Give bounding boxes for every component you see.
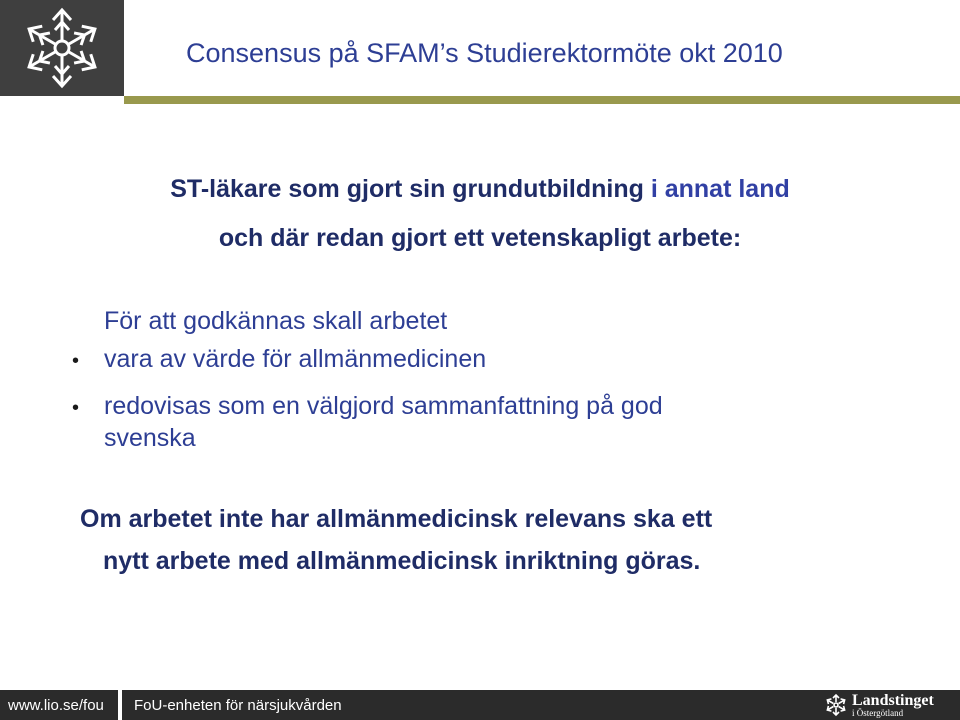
brand-subtitle: i Östergötland: [852, 708, 904, 718]
title-divider: [124, 96, 960, 104]
footer-separator: [118, 690, 122, 720]
bullet-marker: •: [72, 397, 80, 419]
closing-line-1: Om arbetet inte har allmänmedicinsk relevans ska ett: [80, 505, 713, 533]
heading-line-2: och där redan gjort ett vetenskapligt arbete:: [218, 224, 742, 252]
bullet-item: vara av värde för allmänmedicinen: [104, 345, 487, 373]
bullet-marker: •: [72, 350, 80, 372]
bullet-continuation: svenska: [104, 424, 196, 452]
brand-name: Landstinget: [852, 692, 934, 709]
heading-line-1: [0, 175, 960, 204]
footer-url-link[interactable]: www.lio.se/fou: [8, 697, 104, 714]
footer-org-name: FoU-enheten för närsjukvården: [134, 697, 342, 714]
heading-highlight: i annat land: [650, 175, 790, 203]
header-logo: [0, 0, 124, 96]
snowflake-logo-icon: [10, 2, 114, 94]
intro-text: För att godkännas skall arbetet: [104, 307, 448, 335]
slide-title: Consensus på SFAM’s Studierektormöte okt 2010: [186, 38, 783, 68]
closing-line-2: nytt arbete med allmänmedicinsk inriktning göras.: [103, 547, 701, 575]
landstinget-emblem-icon: [824, 693, 848, 717]
heading-line-1-text: ST-läkare som gjort sin grundutbildning: [170, 175, 651, 203]
footer-bar: [0, 690, 960, 720]
bullet-item: redovisas som en välgjord sammanfattning på god: [104, 392, 663, 420]
footer-brand-logo: [824, 692, 956, 718]
